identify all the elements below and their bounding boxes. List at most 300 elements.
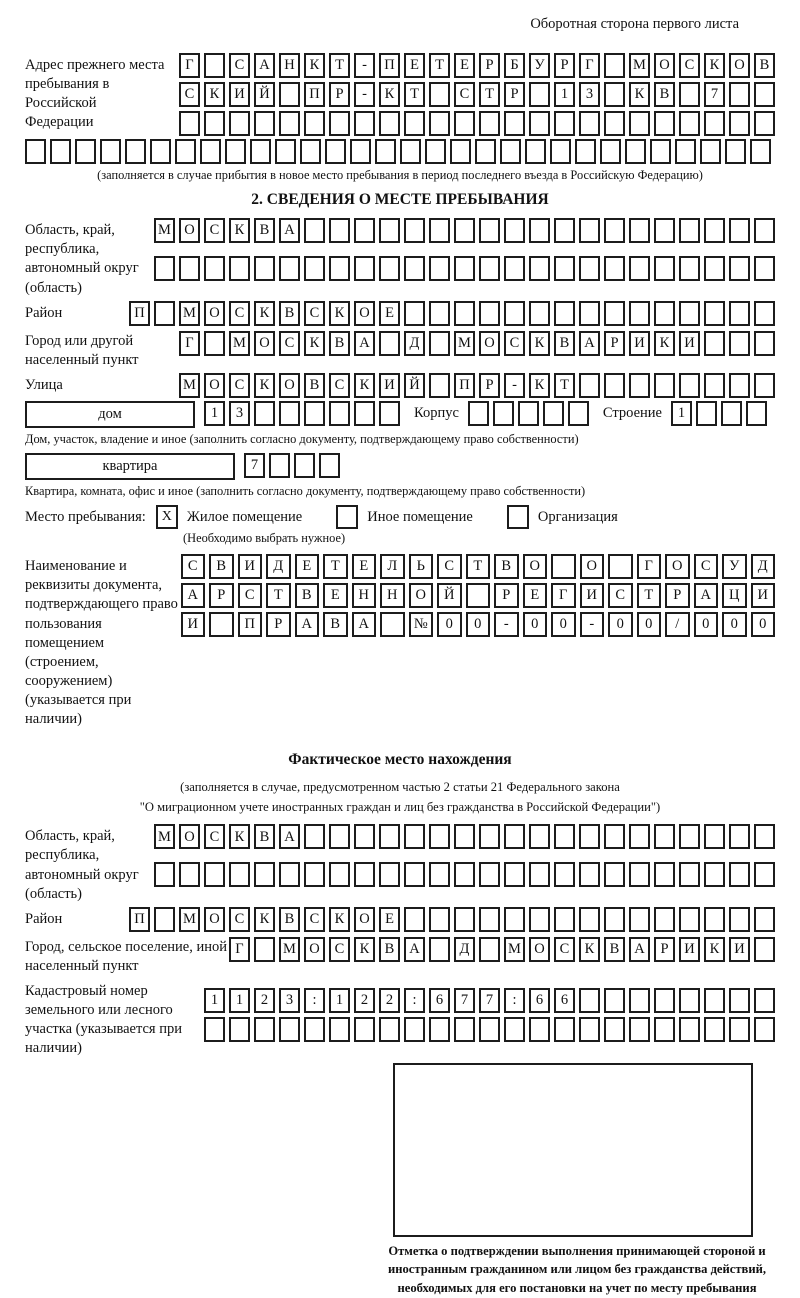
char-cell[interactable] (704, 373, 725, 398)
char-cell[interactable]: Т (329, 53, 350, 78)
char-cell[interactable] (551, 554, 576, 579)
char-cell[interactable]: В (329, 331, 350, 356)
char-cell[interactable] (604, 907, 625, 932)
char-cell[interactable] (700, 139, 721, 164)
char-cell[interactable]: А (352, 612, 377, 637)
char-cell[interactable] (254, 1017, 275, 1042)
char-cell[interactable]: М (229, 331, 250, 356)
char-cell[interactable] (429, 218, 450, 243)
char-cell[interactable] (725, 139, 746, 164)
char-cell[interactable]: К (229, 824, 250, 849)
char-cell[interactable] (754, 988, 775, 1013)
char-cell[interactable] (504, 907, 525, 932)
char-cell[interactable] (354, 401, 375, 426)
char-cell[interactable] (554, 907, 575, 932)
char-cell[interactable] (654, 301, 675, 326)
char-cell[interactable]: Р (554, 53, 575, 78)
char-cell[interactable] (554, 824, 575, 849)
char-cell[interactable] (579, 988, 600, 1013)
char-cell[interactable] (604, 111, 625, 136)
char-cell[interactable] (204, 1017, 225, 1042)
char-cell[interactable]: 7 (479, 988, 500, 1013)
char-cell[interactable] (429, 907, 450, 932)
char-cell[interactable] (629, 824, 650, 849)
char-cell[interactable]: 0 (551, 612, 576, 637)
char-cell[interactable]: Е (295, 554, 320, 579)
char-cell[interactable]: Г (551, 583, 576, 608)
char-cell[interactable]: : (504, 988, 525, 1013)
char-cell[interactable]: О (523, 554, 548, 579)
char-cell[interactable] (379, 331, 400, 356)
char-cell[interactable] (579, 256, 600, 281)
char-cell[interactable] (429, 1017, 450, 1042)
char-cell[interactable] (304, 218, 325, 243)
char-cell[interactable]: К (379, 82, 400, 107)
char-cell[interactable] (504, 256, 525, 281)
char-cell[interactable]: С (204, 218, 225, 243)
char-cell[interactable] (604, 218, 625, 243)
char-cell[interactable] (704, 111, 725, 136)
char-cell[interactable]: О (729, 53, 750, 78)
char-cell[interactable] (679, 373, 700, 398)
char-cell[interactable] (479, 301, 500, 326)
char-cell[interactable]: К (704, 937, 725, 962)
char-cell[interactable] (754, 218, 775, 243)
char-cell[interactable]: Р (479, 373, 500, 398)
char-cell[interactable]: А (181, 583, 206, 608)
char-cell[interactable] (269, 453, 290, 478)
char-cell[interactable]: К (529, 373, 550, 398)
char-cell[interactable]: Р (665, 583, 690, 608)
char-cell[interactable]: Р (504, 82, 525, 107)
char-cell[interactable]: С (608, 583, 633, 608)
char-cell[interactable]: - (354, 53, 375, 78)
char-cell[interactable] (25, 139, 46, 164)
char-cell[interactable]: Т (429, 53, 450, 78)
char-cell[interactable] (100, 139, 121, 164)
char-cell[interactable] (454, 111, 475, 136)
char-cell[interactable]: У (529, 53, 550, 78)
char-cell[interactable] (209, 612, 234, 637)
char-cell[interactable] (629, 988, 650, 1013)
char-cell[interactable] (629, 907, 650, 932)
char-cell[interactable] (204, 111, 225, 136)
char-cell[interactable]: Т (323, 554, 348, 579)
char-cell[interactable]: 0 (466, 612, 491, 637)
char-cell[interactable]: - (580, 612, 605, 637)
char-cell[interactable] (604, 301, 625, 326)
char-cell[interactable] (654, 988, 675, 1013)
char-cell[interactable] (629, 862, 650, 887)
char-cell[interactable] (350, 139, 371, 164)
char-cell[interactable]: В (323, 612, 348, 637)
char-cell[interactable]: П (238, 612, 263, 637)
char-cell[interactable] (304, 1017, 325, 1042)
char-cell[interactable]: К (304, 53, 325, 78)
char-cell[interactable]: И (238, 554, 263, 579)
char-cell[interactable] (679, 301, 700, 326)
char-cell[interactable]: 6 (554, 988, 575, 1013)
char-cell[interactable] (679, 988, 700, 1013)
char-cell[interactable]: В (279, 301, 300, 326)
char-cell[interactable] (629, 373, 650, 398)
char-cell[interactable] (479, 111, 500, 136)
char-cell[interactable] (679, 218, 700, 243)
char-cell[interactable] (729, 111, 750, 136)
char-cell[interactable]: П (454, 373, 475, 398)
char-cell[interactable] (604, 1017, 625, 1042)
char-cell[interactable] (154, 301, 175, 326)
char-cell[interactable]: 1 (229, 988, 250, 1013)
char-cell[interactable] (754, 862, 775, 887)
char-cell[interactable]: Г (579, 53, 600, 78)
char-cell[interactable]: 3 (229, 401, 250, 426)
char-cell[interactable]: О (254, 331, 275, 356)
char-cell[interactable] (704, 988, 725, 1013)
char-cell[interactable]: А (694, 583, 719, 608)
char-cell[interactable] (529, 907, 550, 932)
char-cell[interactable] (229, 862, 250, 887)
char-cell[interactable]: У (722, 554, 747, 579)
char-cell[interactable] (279, 401, 300, 426)
char-cell[interactable] (304, 824, 325, 849)
char-cell[interactable] (654, 111, 675, 136)
char-cell[interactable] (479, 1017, 500, 1042)
char-cell[interactable] (629, 218, 650, 243)
char-cell[interactable]: / (665, 612, 690, 637)
char-cell[interactable]: Т (637, 583, 662, 608)
char-cell[interactable] (579, 862, 600, 887)
char-cell[interactable]: Ь (409, 554, 434, 579)
char-cell[interactable]: С (229, 373, 250, 398)
char-cell[interactable]: К (204, 82, 225, 107)
char-cell[interactable]: 2 (379, 988, 400, 1013)
char-cell[interactable] (454, 907, 475, 932)
char-cell[interactable] (754, 907, 775, 932)
char-cell[interactable] (429, 111, 450, 136)
char-cell[interactable]: С (329, 937, 350, 962)
char-cell[interactable] (654, 373, 675, 398)
char-cell[interactable] (329, 824, 350, 849)
char-cell[interactable]: И (379, 373, 400, 398)
char-cell[interactable]: Е (379, 907, 400, 932)
char-cell[interactable] (379, 256, 400, 281)
char-cell[interactable]: П (129, 907, 150, 932)
char-cell[interactable] (604, 824, 625, 849)
char-cell[interactable] (529, 82, 550, 107)
char-cell[interactable]: 2 (254, 988, 275, 1013)
char-cell[interactable]: О (665, 554, 690, 579)
char-cell[interactable]: И (679, 937, 700, 962)
char-cell[interactable] (379, 1017, 400, 1042)
char-cell[interactable]: Г (229, 937, 250, 962)
char-cell[interactable]: О (354, 907, 375, 932)
char-cell[interactable] (604, 862, 625, 887)
char-cell[interactable] (404, 824, 425, 849)
char-cell[interactable]: 1 (204, 988, 225, 1013)
char-cell[interactable]: Е (379, 301, 400, 326)
char-cell[interactable] (454, 301, 475, 326)
char-cell[interactable]: С (179, 82, 200, 107)
char-cell[interactable] (754, 111, 775, 136)
char-cell[interactable] (254, 256, 275, 281)
char-cell[interactable] (329, 256, 350, 281)
char-cell[interactable]: Л (380, 554, 405, 579)
char-cell[interactable] (468, 401, 489, 426)
char-cell[interactable] (379, 824, 400, 849)
char-cell[interactable]: К (579, 937, 600, 962)
char-cell[interactable]: С (304, 301, 325, 326)
char-cell[interactable]: К (629, 82, 650, 107)
char-cell[interactable]: И (679, 331, 700, 356)
char-cell[interactable] (654, 862, 675, 887)
char-cell[interactable] (679, 111, 700, 136)
char-cell[interactable] (204, 331, 225, 356)
char-cell[interactable] (525, 139, 546, 164)
char-cell[interactable]: С (238, 583, 263, 608)
char-cell[interactable] (279, 256, 300, 281)
char-cell[interactable] (729, 988, 750, 1013)
char-cell[interactable]: С (229, 53, 250, 78)
char-cell[interactable] (404, 111, 425, 136)
char-cell[interactable] (125, 139, 146, 164)
char-cell[interactable] (279, 111, 300, 136)
char-cell[interactable] (404, 907, 425, 932)
char-cell[interactable]: 1 (554, 82, 575, 107)
char-cell[interactable] (329, 1017, 350, 1042)
char-cell[interactable] (754, 373, 775, 398)
char-cell[interactable]: М (179, 907, 200, 932)
char-cell[interactable]: В (279, 907, 300, 932)
char-cell[interactable]: К (529, 331, 550, 356)
char-cell[interactable] (294, 453, 315, 478)
char-cell[interactable]: Ц (722, 583, 747, 608)
checkbox-other-premises[interactable] (336, 505, 358, 529)
char-cell[interactable] (704, 1017, 725, 1042)
char-cell[interactable] (679, 862, 700, 887)
char-cell[interactable] (279, 862, 300, 887)
char-cell[interactable] (204, 862, 225, 887)
char-cell[interactable] (679, 907, 700, 932)
char-cell[interactable]: С (229, 907, 250, 932)
char-cell[interactable] (604, 53, 625, 78)
char-cell[interactable]: Е (352, 554, 377, 579)
char-cell[interactable] (479, 907, 500, 932)
char-cell[interactable] (696, 401, 717, 426)
char-cell[interactable]: 7 (244, 453, 265, 478)
char-cell[interactable] (629, 301, 650, 326)
char-cell[interactable]: С (204, 824, 225, 849)
char-cell[interactable] (629, 256, 650, 281)
char-cell[interactable] (175, 139, 196, 164)
char-cell[interactable] (729, 824, 750, 849)
char-cell[interactable]: С (554, 937, 575, 962)
char-cell[interactable] (300, 139, 321, 164)
char-cell[interactable]: М (454, 331, 475, 356)
char-cell[interactable]: О (179, 824, 200, 849)
char-cell[interactable] (529, 218, 550, 243)
char-cell[interactable]: В (254, 218, 275, 243)
char-cell[interactable] (429, 937, 450, 962)
char-cell[interactable]: Й (254, 82, 275, 107)
char-cell[interactable]: Р (604, 331, 625, 356)
char-cell[interactable]: О (354, 301, 375, 326)
char-cell[interactable]: Р (654, 937, 675, 962)
char-cell[interactable]: Д (454, 937, 475, 962)
char-cell[interactable] (450, 139, 471, 164)
char-cell[interactable]: М (154, 824, 175, 849)
char-cell[interactable]: Е (523, 583, 548, 608)
char-cell[interactable]: Р (479, 53, 500, 78)
char-cell[interactable]: Е (404, 53, 425, 78)
char-cell[interactable]: 0 (437, 612, 462, 637)
char-cell[interactable] (404, 862, 425, 887)
char-cell[interactable] (579, 373, 600, 398)
char-cell[interactable] (654, 1017, 675, 1042)
char-cell[interactable] (729, 218, 750, 243)
char-cell[interactable] (179, 256, 200, 281)
char-cell[interactable]: П (304, 82, 325, 107)
char-cell[interactable] (750, 139, 771, 164)
char-cell[interactable]: К (329, 907, 350, 932)
char-cell[interactable]: Т (554, 373, 575, 398)
char-cell[interactable] (179, 111, 200, 136)
char-cell[interactable] (504, 862, 525, 887)
char-cell[interactable] (229, 1017, 250, 1042)
char-cell[interactable]: М (629, 53, 650, 78)
char-cell[interactable] (279, 82, 300, 107)
char-cell[interactable] (529, 256, 550, 281)
char-cell[interactable] (354, 218, 375, 243)
char-cell[interactable]: № (409, 612, 434, 637)
char-cell[interactable] (654, 907, 675, 932)
char-cell[interactable]: : (304, 988, 325, 1013)
char-cell[interactable]: Г (179, 53, 200, 78)
char-cell[interactable] (729, 1017, 750, 1042)
char-cell[interactable] (304, 256, 325, 281)
char-cell[interactable] (608, 554, 633, 579)
char-cell[interactable] (425, 139, 446, 164)
char-cell[interactable] (50, 139, 71, 164)
char-cell[interactable]: П (129, 301, 150, 326)
char-cell[interactable]: 3 (579, 82, 600, 107)
char-cell[interactable] (200, 139, 221, 164)
char-cell[interactable]: : (404, 988, 425, 1013)
char-cell[interactable] (704, 218, 725, 243)
char-cell[interactable]: Б (504, 53, 525, 78)
char-cell[interactable]: О (204, 301, 225, 326)
char-cell[interactable]: В (754, 53, 775, 78)
char-cell[interactable]: 0 (523, 612, 548, 637)
char-cell[interactable]: В (379, 937, 400, 962)
char-cell[interactable] (600, 139, 621, 164)
char-cell[interactable] (729, 907, 750, 932)
char-cell[interactable]: И (729, 937, 750, 962)
char-cell[interactable]: 6 (429, 988, 450, 1013)
char-cell[interactable] (429, 862, 450, 887)
char-cell[interactable] (529, 824, 550, 849)
char-cell[interactable] (729, 301, 750, 326)
char-cell[interactable] (179, 862, 200, 887)
char-cell[interactable] (329, 218, 350, 243)
char-cell[interactable]: М (179, 301, 200, 326)
char-cell[interactable] (579, 111, 600, 136)
char-cell[interactable] (479, 824, 500, 849)
char-cell[interactable]: Т (466, 554, 491, 579)
char-cell[interactable]: И (229, 82, 250, 107)
char-cell[interactable]: О (479, 331, 500, 356)
char-cell[interactable] (654, 218, 675, 243)
char-cell[interactable]: С (454, 82, 475, 107)
char-cell[interactable] (304, 401, 325, 426)
char-cell[interactable] (654, 824, 675, 849)
char-cell[interactable]: 7 (454, 988, 475, 1013)
char-cell[interactable] (754, 1017, 775, 1042)
char-cell[interactable] (354, 111, 375, 136)
char-cell[interactable]: А (629, 937, 650, 962)
char-cell[interactable] (429, 824, 450, 849)
char-cell[interactable] (375, 139, 396, 164)
apartment-box[interactable]: квартира (25, 453, 235, 480)
char-cell[interactable] (454, 218, 475, 243)
char-cell[interactable]: Т (404, 82, 425, 107)
char-cell[interactable] (729, 373, 750, 398)
char-cell[interactable]: Р (494, 583, 519, 608)
char-cell[interactable] (504, 824, 525, 849)
char-cell[interactable] (479, 862, 500, 887)
char-cell[interactable]: С (679, 53, 700, 78)
char-cell[interactable] (679, 824, 700, 849)
char-cell[interactable] (579, 218, 600, 243)
char-cell[interactable]: 2 (354, 988, 375, 1013)
char-cell[interactable] (629, 111, 650, 136)
char-cell[interactable] (679, 82, 700, 107)
char-cell[interactable]: Д (404, 331, 425, 356)
char-cell[interactable]: С (304, 907, 325, 932)
char-cell[interactable]: 3 (279, 988, 300, 1013)
char-cell[interactable]: С (329, 373, 350, 398)
char-cell[interactable] (704, 907, 725, 932)
char-cell[interactable] (75, 139, 96, 164)
char-cell[interactable] (229, 256, 250, 281)
char-cell[interactable]: В (295, 583, 320, 608)
char-cell[interactable] (604, 373, 625, 398)
char-cell[interactable]: А (254, 53, 275, 78)
char-cell[interactable]: А (579, 331, 600, 356)
char-cell[interactable] (579, 907, 600, 932)
char-cell[interactable] (554, 256, 575, 281)
char-cell[interactable]: С (229, 301, 250, 326)
char-cell[interactable] (504, 301, 525, 326)
char-cell[interactable] (679, 256, 700, 281)
char-cell[interactable] (575, 139, 596, 164)
char-cell[interactable]: М (179, 373, 200, 398)
char-cell[interactable] (654, 256, 675, 281)
char-cell[interactable] (379, 218, 400, 243)
char-cell[interactable] (500, 139, 521, 164)
char-cell[interactable] (579, 1017, 600, 1042)
char-cell[interactable] (479, 937, 500, 962)
char-cell[interactable] (754, 256, 775, 281)
char-cell[interactable]: К (254, 373, 275, 398)
char-cell[interactable]: К (354, 937, 375, 962)
char-cell[interactable] (429, 256, 450, 281)
char-cell[interactable]: О (304, 937, 325, 962)
char-cell[interactable] (704, 301, 725, 326)
char-cell[interactable]: Г (637, 554, 662, 579)
char-cell[interactable]: С (279, 331, 300, 356)
house-box[interactable]: дом (25, 401, 195, 428)
